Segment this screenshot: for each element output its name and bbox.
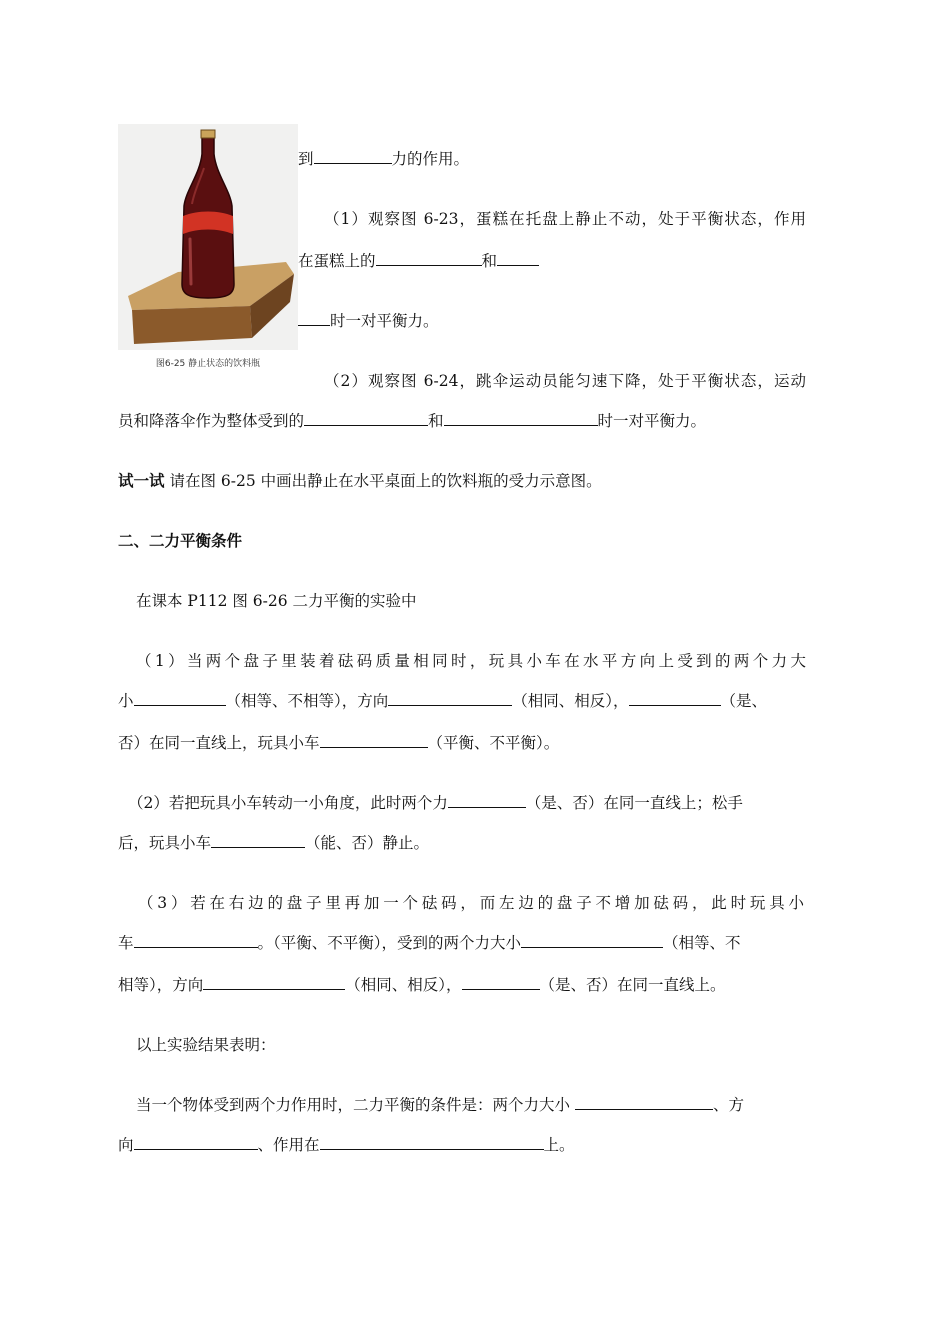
answer-blank[interactable] [203, 974, 345, 990]
text: 车 [118, 934, 134, 952]
text: （相等、不 [663, 934, 741, 952]
text: 以上实验结果表明： [136, 1036, 276, 1054]
text: （相等、不相等），方向 [225, 692, 389, 710]
table-front [132, 306, 252, 344]
line-11 [118, 690, 808, 712]
text: 上。 [543, 1136, 575, 1154]
text: 相等），方向 [118, 976, 204, 994]
answer-blank[interactable] [448, 792, 526, 808]
answer-blank[interactable] [134, 1134, 258, 1150]
bottle-highlight [190, 239, 191, 284]
answer-blank[interactable] [134, 690, 226, 706]
answer-blank[interactable] [497, 250, 539, 266]
text: 向 [118, 1136, 134, 1154]
line-4 [298, 310, 808, 332]
text: 在课本 P112 图 6-26 二力平衡的实验中 [136, 592, 417, 610]
line-18 [118, 1034, 826, 1056]
line-6 [118, 410, 808, 432]
text: 后，玩具小车 [118, 834, 212, 852]
answer-blank[interactable] [376, 250, 482, 266]
text: 。（平衡、不平衡），受到的两个力大小 [257, 934, 522, 952]
line-20 [118, 1134, 808, 1156]
text: （是、 [720, 692, 768, 710]
text: 到 [298, 150, 314, 168]
text: （能、否）静止。 [305, 834, 430, 852]
line-3 [298, 250, 808, 272]
bottle-cap [201, 130, 215, 138]
section-heading: 二、二力平衡条件 [118, 532, 243, 550]
text: （1）观察图 6-23，蛋糕在托盘上静止不动，处于平衡状态，作用 [324, 210, 806, 228]
answer-blank[interactable] [304, 410, 428, 426]
answer-blank[interactable] [320, 1134, 544, 1150]
answer-blank[interactable] [575, 1094, 713, 1110]
answer-blank[interactable] [629, 690, 721, 706]
text: （相同、相反）， [512, 692, 629, 710]
answer-blank[interactable] [134, 932, 258, 948]
text: 在蛋糕上的 [298, 252, 376, 270]
text: 、方 [712, 1096, 744, 1114]
text: （3）若在右边的盘子里再加一个砝码，而左边的盘子不增加砝码，此时玩具小 [138, 894, 804, 912]
text: 小 [118, 692, 134, 710]
line-1 [298, 148, 808, 170]
text: （是、否）在同一直线上。 [539, 976, 726, 994]
answer-blank[interactable] [211, 832, 305, 848]
line-19 [118, 1094, 826, 1116]
line-9 [118, 590, 826, 612]
line-17 [118, 974, 808, 996]
answer-blank[interactable] [444, 410, 598, 426]
text: （相同、相反）， [345, 976, 462, 994]
text: （1）当两个盘子里装着砝码质量相同时，玩具小车在水平方向上受到的两个力大 [136, 652, 806, 670]
text: 和 [428, 412, 444, 430]
text: 请在图 6-25 中画出静止在水平桌面上的饮料瓶的受力示意图。 [164, 472, 602, 490]
figure-caption: 图6-25 静止状态的饮料瓶 [155, 359, 261, 369]
answer-blank[interactable] [314, 148, 392, 164]
line-13 [118, 792, 818, 814]
line-16 [118, 932, 808, 954]
text: 当一个物体受到两个力作用时，二力平衡的条件是：两个力大小 [136, 1096, 575, 1114]
answer-blank[interactable] [298, 310, 330, 326]
text: 时一对平衡力。 [330, 312, 439, 330]
line-7 [118, 470, 808, 492]
text: （2）若把玩具小车转动一小角度，此时两个力 [128, 794, 448, 812]
answer-blank[interactable] [521, 932, 663, 948]
answer-blank[interactable] [388, 690, 512, 706]
line-14 [118, 832, 808, 854]
text: 否）在同一直线上，玩具小车 [118, 734, 320, 752]
text: （是、否）在同一直线上；松手 [525, 794, 743, 812]
line-12 [118, 732, 808, 754]
text: 时一对平衡力。 [597, 412, 707, 430]
try-it-label: 试一试 [118, 472, 165, 490]
figure-bottle-on-table [118, 124, 298, 350]
answer-blank[interactable] [462, 974, 540, 990]
text: 、作用在 [257, 1136, 320, 1154]
text: 员和降落伞作为整体受到的 [118, 412, 305, 430]
line-5 [298, 370, 806, 392]
text: 力的作用。 [391, 150, 470, 168]
text: （2）观察图 6-24，跳伞运动员能匀速下降，处于平衡状态，运动 [324, 372, 806, 390]
line-15 [118, 892, 804, 914]
line-10 [118, 650, 806, 672]
bottle-illustration [118, 124, 298, 350]
answer-blank[interactable] [320, 732, 428, 748]
text: 和 [481, 252, 498, 270]
text: （平衡、不平衡）。 [427, 734, 560, 752]
line-2 [298, 208, 806, 230]
